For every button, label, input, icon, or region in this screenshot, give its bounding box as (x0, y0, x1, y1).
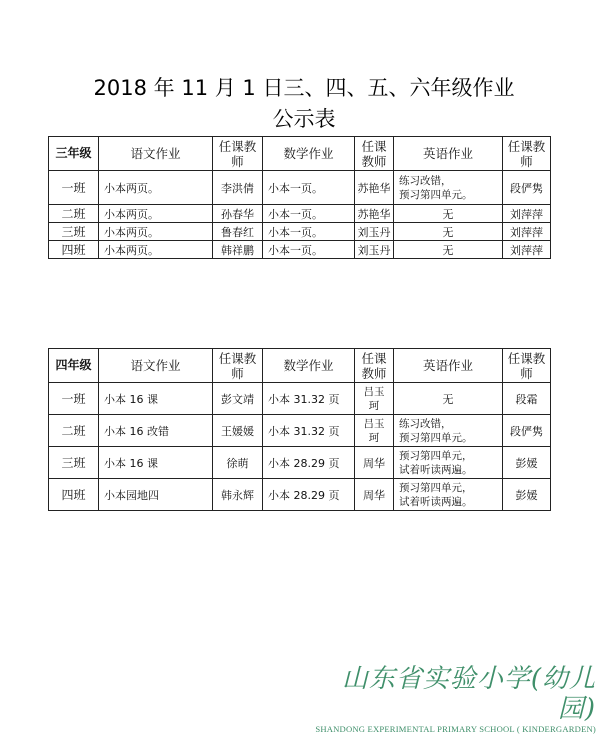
header-math: 数学作业 (263, 137, 355, 171)
math-homework: 小本 28.29 页 (263, 479, 355, 511)
header-chinese: 语文作业 (99, 137, 213, 171)
math-teacher: 苏艳华 (355, 171, 394, 205)
table-row (49, 447, 551, 479)
table-row (49, 223, 551, 241)
chinese-teacher: 孙春华 (213, 205, 263, 223)
english-teacher: 段俨隽 (503, 171, 551, 205)
math-homework: 小本一页。 (263, 205, 355, 223)
table-row (49, 383, 551, 415)
chinese-homework: 小本 16 课 (99, 447, 213, 479)
page-title: 2018 年 11 月 1 日三、四、五、六年级作业 (93, 76, 515, 100)
header-chinese: 语文作业 (99, 349, 213, 383)
class-name: 三班 (49, 447, 99, 479)
math-homework: 小本 31.32 页 (263, 383, 355, 415)
chinese-teacher: 韩永辉 (213, 479, 263, 511)
table-header-row (49, 349, 551, 383)
math-homework: 小本一页。 (263, 223, 355, 241)
chinese-homework: 小本 16 改错 (99, 415, 213, 447)
school-name-english: SHANDONG EXPERIMENTAL PRIMARY SCHOOL ( KINDERGARDEN) (315, 724, 596, 734)
header-english: 英语作业 (394, 137, 503, 171)
english-teacher: 彭媛 (503, 479, 551, 511)
grade3-table (48, 136, 551, 259)
math-teacher: 刘玉丹 (355, 223, 394, 241)
math-teacher: 吕玉 珂 (355, 383, 394, 415)
english-teacher: 段俨隽 (503, 415, 551, 447)
page-title-line2: 公示表 (272, 107, 336, 131)
chinese-teacher: 徐萌 (213, 447, 263, 479)
math-teacher: 吕玉 珂 (355, 415, 394, 447)
table-row (49, 479, 551, 511)
header-english: 英语作业 (394, 349, 503, 383)
school-watermark-logo (306, 664, 596, 734)
chinese-homework: 小本 16 课 (99, 383, 213, 415)
grade4-table (48, 348, 551, 511)
english-homework: 练习改错， 预习第四单元。 (394, 415, 503, 447)
english-homework: 预习第四单元， 试着听读两遍。 (394, 479, 503, 511)
table-row (49, 241, 551, 259)
table-row (49, 171, 551, 205)
header-math: 数学作业 (263, 349, 355, 383)
class-name: 四班 (49, 479, 99, 511)
class-name: 二班 (49, 205, 99, 223)
chinese-homework: 小本两页。 (99, 171, 213, 205)
english-homework: 练习改错， 预习第四单元。 (394, 171, 503, 205)
english-homework: 无 (394, 205, 503, 223)
english-teacher: 刘萍萍 (503, 205, 551, 223)
english-teacher: 刘萍萍 (503, 223, 551, 241)
chinese-homework: 小本园地四 (99, 479, 213, 511)
grade-label: 四年级 (49, 349, 99, 383)
math-homework: 小本一页。 (263, 171, 355, 205)
chinese-homework: 小本两页。 (99, 223, 213, 241)
header-english-teacher: 任课教师 (503, 349, 551, 383)
table-row (49, 205, 551, 223)
class-name: 一班 (49, 383, 99, 415)
header-math-teacher: 任课教师 (355, 137, 394, 171)
english-teacher: 段霜 (503, 383, 551, 415)
english-teacher: 刘萍萍 (503, 241, 551, 259)
english-homework: 预习第四单元， 试着听读两遍。 (394, 447, 503, 479)
english-homework: 无 (394, 241, 503, 259)
chinese-homework: 小本两页。 (99, 241, 213, 259)
header-math-teacher: 任课教师 (355, 349, 394, 383)
table-row (49, 415, 551, 447)
header-teacher: 任课教师 (213, 137, 263, 171)
class-name: 三班 (49, 223, 99, 241)
english-teacher: 彭媛 (503, 447, 551, 479)
math-teacher: 苏艳华 (355, 205, 394, 223)
class-name: 四班 (49, 241, 99, 259)
math-homework: 小本 28.29 页 (263, 447, 355, 479)
class-name: 一班 (49, 171, 99, 205)
math-homework: 小本 31.32 页 (263, 415, 355, 447)
english-homework: 无 (394, 383, 503, 415)
chinese-teacher: 鲁春红 (213, 223, 263, 241)
math-teacher: 周华 (355, 447, 394, 479)
chinese-teacher: 李洪倩 (213, 171, 263, 205)
chinese-teacher: 彭文靖 (213, 383, 263, 415)
english-homework: 无 (394, 223, 503, 241)
header-teacher: 任课教师 (213, 349, 263, 383)
school-name-chinese: 山东省实验小学(幼儿园) (341, 664, 596, 724)
table-header-row (49, 137, 551, 171)
math-homework: 小本一页。 (263, 241, 355, 259)
chinese-teacher: 韩祥鹏 (213, 241, 263, 259)
grade-label: 三年级 (49, 137, 99, 171)
class-name: 二班 (49, 415, 99, 447)
math-teacher: 刘玉丹 (355, 241, 394, 259)
chinese-teacher: 王媛媛 (213, 415, 263, 447)
header-english-teacher: 任课教师 (503, 137, 551, 171)
chinese-homework: 小本两页。 (99, 205, 213, 223)
math-teacher: 周华 (355, 479, 394, 511)
